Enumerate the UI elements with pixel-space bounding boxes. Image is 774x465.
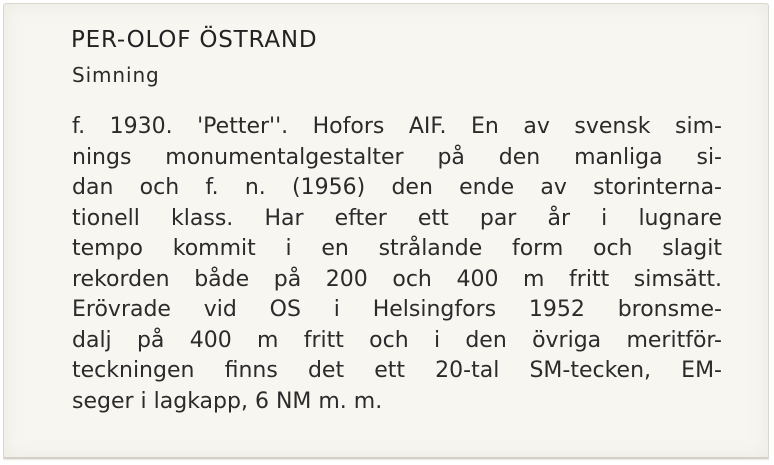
biography-line-8: dalj på 400 m fritt och i den övriga meritför-: [72, 327, 722, 353]
biography-line-2: nings monumentalgestalter på den manliga si-: [72, 144, 722, 170]
biography-line-9: teckningen finns det ett 20-tal SM-tecken, EM-: [72, 358, 722, 383]
biography-line-4: tionell klass. Har efter ett par år i lugnare: [72, 205, 722, 231]
sport-label: Simning: [72, 63, 160, 87]
athlete-name: PER-OLOF ÖSTRAND: [71, 27, 318, 53]
biography-line-10: seger i lagkapp, 6 NM m. m.: [72, 388, 383, 414]
card-edge-shadow: [3, 457, 769, 461]
biography-line-6: rekorden både på 200 och 400 m fritt simsätt.: [72, 266, 722, 292]
biography-line-7: Erövrade vid OS i Helsingfors 1952 bronsme-: [72, 297, 722, 322]
biography-line-5: tempo kommit i en strålande form och slagit: [72, 236, 722, 261]
biography-line-1: f. 1930. 'Petter''. Hofors AIF. En av svensk sim-: [72, 114, 722, 139]
biography-text: [72, 112, 722, 417]
biography-line-3: dan och f. n. (1956) den ende av storinterna-: [72, 175, 722, 200]
